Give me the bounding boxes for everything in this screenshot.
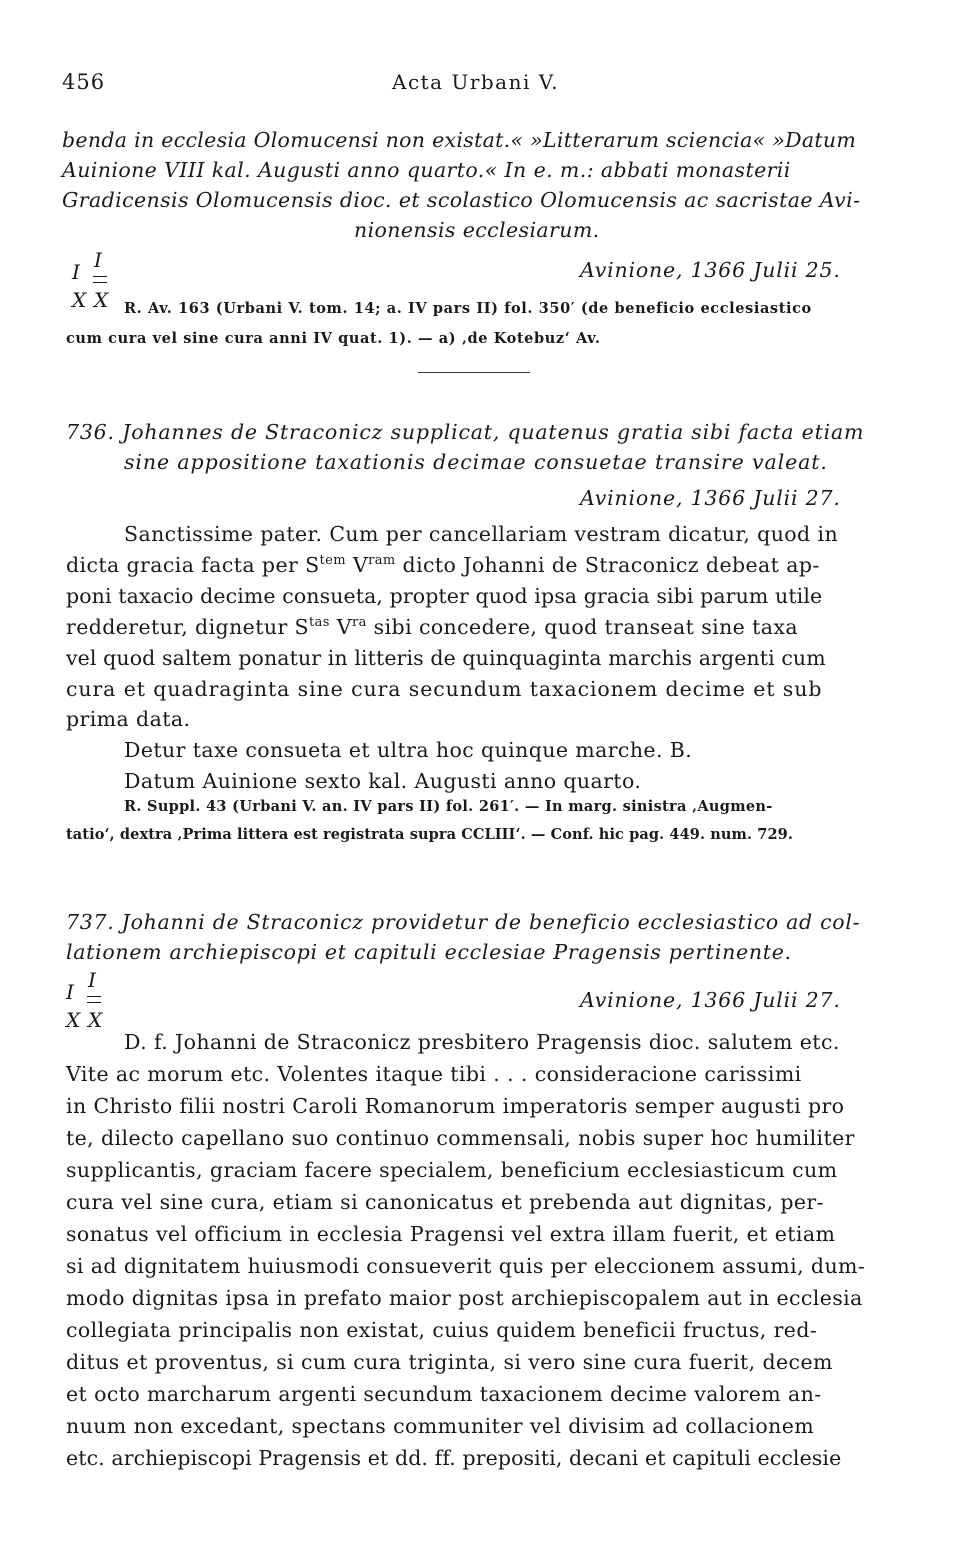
fraction-top-left: I [66, 980, 74, 1004]
running-header [62, 70, 900, 100]
entry-title-text: Johanni de Straconicz providetur de beneficio ecclesiastico ad col- [121, 910, 861, 934]
body-line: cura et quadraginta sine cura secundum taxacionem decime et sub [66, 677, 823, 701]
place-date: Avinione, 1366 Julii 27. [580, 486, 841, 510]
body-line: ditus et proventus, si cum cura triginta, si vero sine cura fuerit, decem [66, 1350, 833, 1374]
superscript: tas [309, 615, 330, 631]
register-fraction [72, 248, 122, 318]
text-run: V [329, 615, 352, 639]
running-title: Acta Urbani V. [392, 70, 560, 94]
body-line: etc. archiepiscopi Pragensis et dd. ff. prepositi, decani et capituli ecclesie [66, 1446, 842, 1470]
body-line: te, dilecto capellano suo continuo commensali, nobis super hoc humiliter [66, 1126, 855, 1150]
body-line: supplicantis, graciam facere specialem, beneficium ecclesiasticum cum [66, 1158, 838, 1182]
body-line: Datum Auinione sexto kal. Augusti anno quarto. [124, 769, 642, 793]
prev-entry-line: Auinione VIII kal. Augusti anno quarto.« In e. m.: abbati monasterii [62, 158, 791, 182]
entry-title-line [66, 908, 860, 936]
source-note-line: tatio‘, dextra ‚Prima littera est registrata supra CCLIII‘. — Conf. hic pag. 449. num. 729. [66, 826, 794, 843]
register-fraction [66, 968, 116, 1038]
body-line: collegiata principalis non existat, cuius quidem beneficii fructus, red- [66, 1318, 818, 1342]
body-line: Vite ac morum etc. Volentes itaque tibi . . . consideracione carissimi [66, 1062, 802, 1086]
place-date: Avinione, 1366 Julii 25. [580, 258, 841, 282]
place-date: Avinione, 1366 Julii 27. [580, 988, 841, 1012]
entry-title-text: Johannes de Straconicz supplicat, quatenus gratia sibi facta etiam [122, 420, 865, 444]
page-number: 456 [62, 70, 106, 94]
body-line: Sanctissime pater. Cum per cancellariam vestram dicatur, quod in [124, 522, 839, 546]
fraction-equals-mark [93, 276, 107, 283]
body-line: si ad dignitatem huiusmodi consueverit quis per eleccionem assumi, dum- [66, 1254, 866, 1278]
fraction-top-right: I [94, 248, 102, 272]
fraction-top-right: I [88, 968, 96, 992]
fraction-bottom-left: X [72, 288, 87, 312]
entry-number: 737. [66, 910, 115, 934]
body-line [66, 551, 820, 579]
body-line: nuum non excedant, spectans communiter vel divisim ad collacionem [66, 1414, 815, 1438]
fraction-top-left: I [72, 260, 80, 284]
entry-title-line: sine appositione taxationis decimae consuetae transire valeat. [124, 450, 828, 474]
fraction-equals-mark [87, 996, 101, 1003]
body-line: et octo marcharum argenti secundum taxacionem decime valorem an- [66, 1382, 822, 1406]
prev-entry-line: nionensis ecclesiarum. [354, 218, 600, 242]
fraction-bottom-right: X [88, 1008, 103, 1032]
source-note-line: R. Av. 163 (Urbani V. tom. 14; a. IV pars II) fol. 350′ (de beneficio ecclesiastico [124, 300, 812, 317]
superscript: ram [368, 553, 396, 569]
body-line: modo dignitas ipsa in prefato maior post archiepiscopalem aut in ecclesia [66, 1286, 863, 1310]
prev-entry-line: Gradicensis Olomucensis dioc. et scolastico Olomucensis ac sacristae Avi- [62, 188, 861, 212]
body-line: D. f. Johanni de Straconicz presbitero Pragensis dioc. salutem etc. [124, 1030, 840, 1054]
body-line: poni taxacio decime consueta, propter quod ipsa gracia sibi parum utile [66, 584, 823, 608]
entry-number: 736. [66, 420, 115, 444]
superscript: ra [351, 615, 367, 631]
text-run: sibi concedere, quod transeat sine taxa [366, 615, 798, 639]
section-divider [418, 372, 530, 373]
body-line: cura vel sine cura, etiam si canonicatus et prebenda aut dignitas, per- [66, 1190, 824, 1214]
body-line: sonatus vel officium in ecclesia Pragensi vel extra illam fuerit, et etiam [66, 1222, 836, 1246]
source-note-line: R. Suppl. 43 (Urbani V. an. IV pars II) fol. 261′. — In marg. sinistra ‚Augmen- [124, 798, 773, 815]
body-line: prima data. [66, 707, 191, 731]
superscript: tem [319, 553, 346, 569]
text-run: redderetur, dignetur S [66, 615, 309, 639]
fraction-bottom-right: X [94, 288, 109, 312]
prev-entry-line: benda in ecclesia Olomucensi non existat.« »Litterarum sciencia« »Datum [62, 128, 857, 152]
text-run: dicto Johanni de Straconicz debeat ap- [395, 553, 820, 577]
entry-title-line [66, 418, 864, 446]
body-line: Detur taxe consueta et ultra hoc quinque marche. B. [124, 738, 693, 762]
body-line [66, 613, 798, 641]
entry-title-line: lationem archiepiscopi et capituli ecclesiae Pragensis pertinente. [66, 940, 792, 964]
source-note-line: cum cura vel sine cura anni IV quat. 1). — a) ‚de Kotebuz‘ Av. [66, 330, 601, 347]
fraction-bottom-left: X [66, 1008, 81, 1032]
body-line: in Christo filii nostri Caroli Romanorum imperatoris semper augusti pro [66, 1094, 845, 1118]
text-run: V [346, 553, 369, 577]
body-line: vel quod saltem ponatur in litteris de quinquaginta marchis argenti cum [66, 646, 826, 670]
text-run: dicta gracia facta per S [66, 553, 320, 577]
